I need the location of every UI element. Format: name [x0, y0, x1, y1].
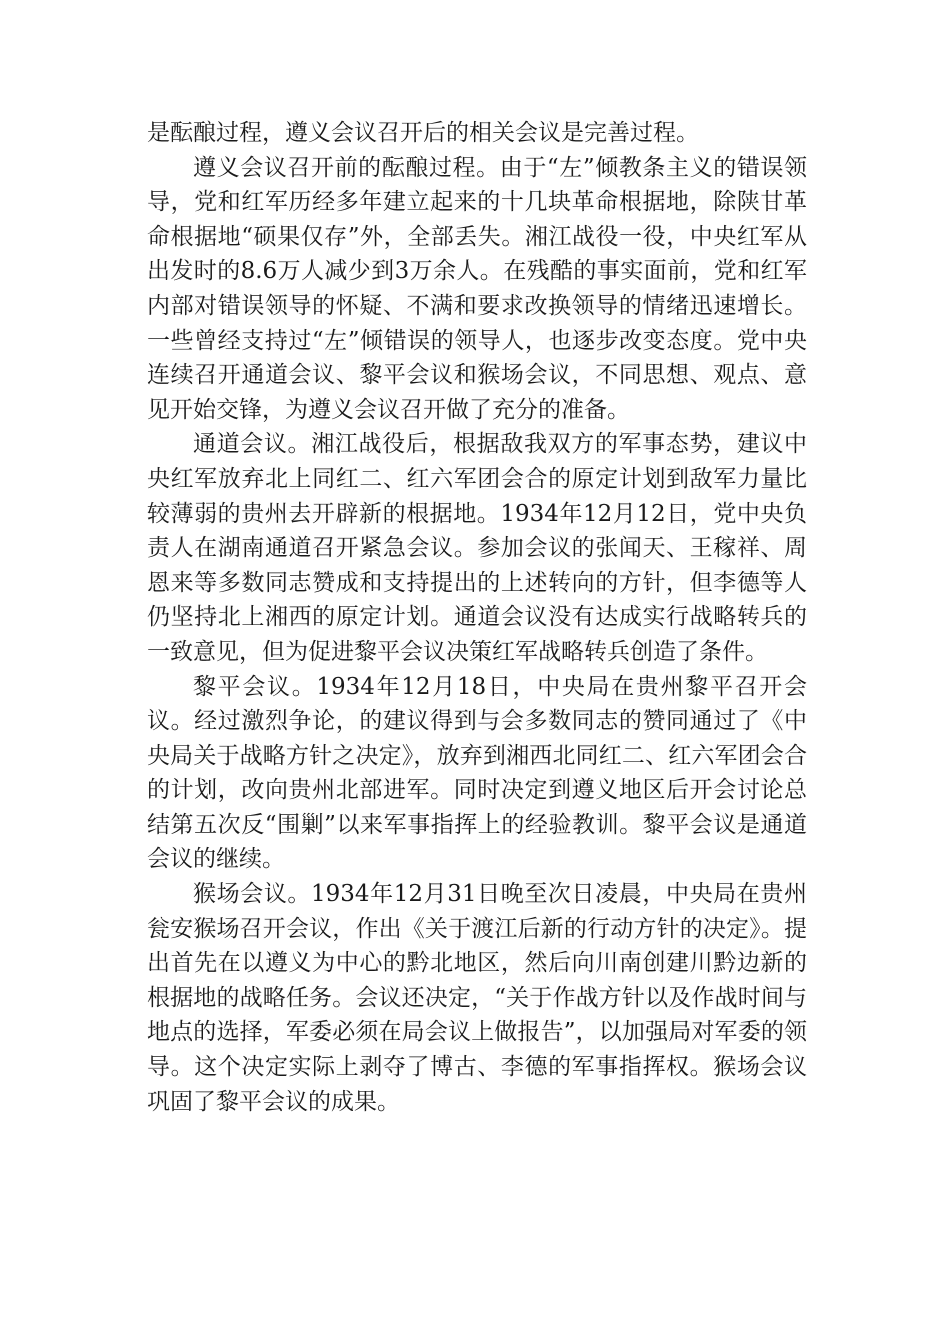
- paragraph-houchang-meeting: 猴场会议。1934年12月31日晚至次日凌晨，中央局在贵州瓮安猴场召开会议，作出《关于渡江后新的行动方针的决定》。提出首先在以遵义为中心的黔北地区，然后向川南创建川黔边新的根据地的战略任务。会议还决定，“关于作战方针以及作战时间与地点的选择，军委必须在局会议上做报告”，以加强局对军委的领导。这个决定实际上剥夺了博古、李德的军事指挥权。猴场会议巩固了黎平会议的成果。: [147, 881, 807, 1115]
- paragraph-liping-meeting: 黎平会议。1934年12月18日，中央局在贵州黎平召开会议。经过激烈争论，的建议得到与会多数同志的赞同通过了《中央局关于战略方针之决定》，放弃到湘西北同红二、红六军团会合的计划，改向贵州北部进军。同时决定到遵义地区后开会讨论总结第五次反“围剿”以来军事指挥上的经验教训。黎平会议是通道会议的继续。: [147, 673, 807, 873]
- paragraph-preparation-process: 遵义会议召开前的酝酿过程。由于“左”倾教条主义的错误领导，党和红军历经多年建立起来的十几块革命根据地，除陕甘革命根据地“硕果仅存”外，全部丢失。湘江战役一役，中央红军从出发时的8.6万人减少到3万余人。在残酷的事实面前，党和红军内部对错误领导的怀疑、不满和要求改换领导的情绪迅速增长。一些曾经支持过“左”倾错误的领导人，也逐步改变态度。党中央连续召开通道会议、黎平会议和猴场会议，不同思想、观点、意见开始交锋，为遵义会议召开做了充分的准备。: [147, 154, 807, 423]
- paragraph-tongdao-meeting: 通道会议。湘江战役后，根据敌我双方的军事态势，建议中央红军放弃北上同红二、红六军团会合的原定计划到敌军力量比较薄弱的贵州去开辟新的根据地。1934年12月12日，党中央负责人在湖南通道召开紧急会议。参加会议的张闻天、王稼祥、周恩来等多数同志赞成和支持提出的上述转向的方针，但李德等人仍坚持北上湘西的原定计划。通道会议没有达成实行战略转兵的一致意见，但为促进黎平会议决策红军战略转兵创造了条件。: [147, 431, 807, 665]
- paragraph-continuation: 是酝酿过程，遵义会议召开后的相关会议是完善过程。: [147, 120, 699, 146]
- document-body: [147, 116, 807, 1119]
